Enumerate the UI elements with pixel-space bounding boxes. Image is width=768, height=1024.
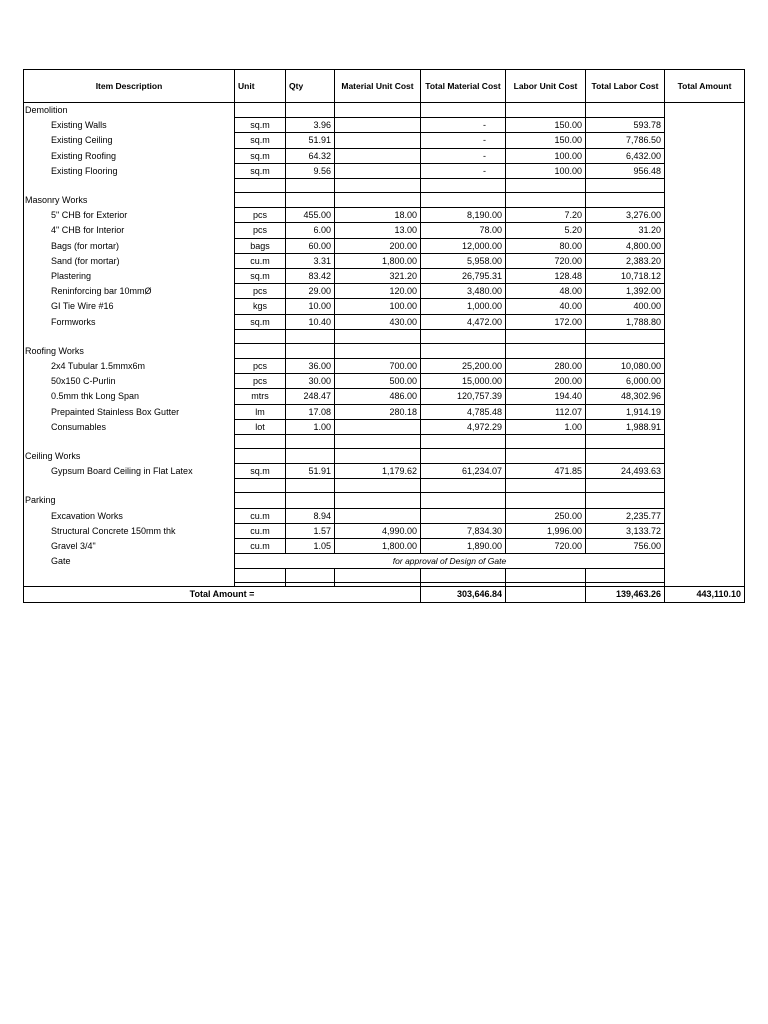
item-description: Gravel 3/4"	[24, 539, 235, 554]
item-material-unit-cost: 200.00	[335, 238, 421, 253]
item-qty: 3.96	[286, 118, 335, 133]
item-material-unit-cost: 120.00	[335, 284, 421, 299]
approval-note: for approval of Design of Gate	[235, 554, 665, 569]
item-unit: lm	[235, 404, 286, 419]
item-description: Reninforcing bar 10mmØ	[24, 284, 235, 299]
empty-cell	[235, 435, 286, 449]
table-row	[24, 284, 745, 299]
item-qty: 6.00	[286, 223, 335, 238]
table-row	[24, 523, 745, 538]
item-total-labor-cost: 48,302.96	[586, 389, 665, 404]
item-description: Sand (for mortar)	[24, 253, 235, 268]
item-total-material-cost: 61,234.07	[421, 464, 506, 479]
table-row	[24, 238, 745, 253]
empty-cell	[506, 329, 586, 343]
empty-cell	[506, 449, 586, 464]
empty-cell	[421, 329, 506, 343]
item-total-amount	[665, 464, 745, 479]
item-qty: 29.00	[286, 284, 335, 299]
item-total-amount	[665, 238, 745, 253]
item-labor-unit-cost: 471.85	[506, 464, 586, 479]
item-material-unit-cost	[335, 133, 421, 148]
table-row	[24, 299, 745, 314]
empty-cell	[506, 569, 586, 583]
header-unit: Unit	[235, 70, 286, 103]
empty-cell	[235, 479, 286, 493]
item-unit: cu.m	[235, 508, 286, 523]
item-material-unit-cost	[335, 148, 421, 163]
section-title: Ceiling Works	[24, 449, 235, 464]
empty-cell	[421, 103, 506, 118]
table-row-note	[24, 554, 745, 569]
item-total-material-cost: 1,890.00	[421, 539, 506, 554]
item-total-labor-cost: 7,786.50	[586, 133, 665, 148]
item-material-unit-cost: 280.18	[335, 404, 421, 419]
item-qty: 30.00	[286, 374, 335, 389]
empty-cell	[286, 435, 335, 449]
item-material-unit-cost: 1,800.00	[335, 539, 421, 554]
item-total-labor-cost: 956.48	[586, 163, 665, 178]
empty-cell	[286, 343, 335, 358]
item-labor-unit-cost: 150.00	[506, 118, 586, 133]
total-row	[24, 587, 745, 602]
empty-cell	[506, 587, 586, 602]
item-description: Consumables	[24, 419, 235, 434]
section-title: Demolition	[24, 103, 235, 118]
total-labor-cost: 139,463.26	[586, 587, 665, 602]
item-description: Existing Ceiling	[24, 133, 235, 148]
item-material-unit-cost: 486.00	[335, 389, 421, 404]
empty-cell	[665, 329, 745, 343]
empty-cell	[286, 103, 335, 118]
empty-cell	[235, 449, 286, 464]
table-row	[24, 464, 745, 479]
item-total-labor-cost: 31.20	[586, 223, 665, 238]
table-row	[24, 314, 745, 329]
item-total-labor-cost: 400.00	[586, 299, 665, 314]
item-unit: cu.m	[235, 539, 286, 554]
item-total-material-cost: -	[421, 133, 506, 148]
item-total-material-cost: -	[421, 163, 506, 178]
empty-cell	[421, 343, 506, 358]
header-total-material-cost: Total Material Cost	[421, 70, 506, 103]
table-row	[24, 419, 745, 434]
empty-cell	[235, 103, 286, 118]
item-total-material-cost: 15,000.00	[421, 374, 506, 389]
empty-cell	[665, 569, 745, 583]
item-labor-unit-cost: 112.07	[506, 404, 586, 419]
empty-cell	[235, 193, 286, 208]
table-row	[24, 269, 745, 284]
item-description: Gypsum Board Ceiling in Flat Latex	[24, 464, 235, 479]
empty-cell	[665, 103, 745, 118]
item-labor-unit-cost: 1,996.00	[506, 523, 586, 538]
item-total-amount	[665, 554, 745, 569]
item-unit: sq.m	[235, 163, 286, 178]
item-unit: pcs	[235, 374, 286, 389]
empty-cell	[286, 449, 335, 464]
empty-cell	[335, 329, 421, 343]
item-labor-unit-cost: 100.00	[506, 148, 586, 163]
empty-cell	[24, 569, 235, 583]
item-total-amount	[665, 314, 745, 329]
item-total-labor-cost: 3,276.00	[586, 208, 665, 223]
empty-cell	[506, 493, 586, 508]
item-qty: 51.91	[286, 464, 335, 479]
empty-cell	[665, 343, 745, 358]
item-total-amount	[665, 508, 745, 523]
item-description: 0.5mm thk Long Span	[24, 389, 235, 404]
empty-cell	[335, 449, 421, 464]
item-total-labor-cost: 1,788.80	[586, 314, 665, 329]
empty-cell	[586, 193, 665, 208]
item-unit: sq.m	[235, 464, 286, 479]
total-material-cost: 303,646.84	[421, 587, 506, 602]
header-item-description: Item Description	[24, 70, 235, 103]
empty-cell	[335, 435, 421, 449]
item-total-labor-cost: 2,383.20	[586, 253, 665, 268]
table-row	[24, 253, 745, 268]
item-total-amount	[665, 419, 745, 434]
item-unit: cu.m	[235, 523, 286, 538]
item-material-unit-cost: 4,990.00	[335, 523, 421, 538]
empty-cell	[506, 193, 586, 208]
item-qty: 10.00	[286, 299, 335, 314]
section-header-row	[24, 343, 745, 358]
item-labor-unit-cost: 5.20	[506, 223, 586, 238]
empty-cell	[506, 103, 586, 118]
total-amount-value: 443,110.10	[665, 587, 745, 602]
item-total-material-cost: -	[421, 118, 506, 133]
item-material-unit-cost: 321.20	[335, 269, 421, 284]
section-title: Roofing Works	[24, 343, 235, 358]
empty-cell	[235, 343, 286, 358]
item-total-material-cost: 4,472.00	[421, 314, 506, 329]
table-row	[24, 389, 745, 404]
empty-cell	[335, 103, 421, 118]
item-unit: pcs	[235, 284, 286, 299]
spacer-row	[24, 479, 745, 493]
item-description: Existing Roofing	[24, 148, 235, 163]
item-qty: 3.31	[286, 253, 335, 268]
section-title: Masonry Works	[24, 193, 235, 208]
item-total-labor-cost: 6,432.00	[586, 148, 665, 163]
table-row	[24, 223, 745, 238]
item-total-material-cost: 8,190.00	[421, 208, 506, 223]
empty-cell	[335, 179, 421, 193]
total-label: Total Amount =	[24, 587, 421, 602]
section-title: Parking	[24, 493, 235, 508]
item-labor-unit-cost: 194.40	[506, 389, 586, 404]
table-row	[24, 208, 745, 223]
empty-cell	[235, 329, 286, 343]
item-unit: sq.m	[235, 133, 286, 148]
item-unit: mtrs	[235, 389, 286, 404]
item-unit: sq.m	[235, 314, 286, 329]
empty-cell	[335, 493, 421, 508]
empty-cell	[421, 435, 506, 449]
item-unit: sq.m	[235, 269, 286, 284]
item-description: Existing Flooring	[24, 163, 235, 178]
section-header-row	[24, 449, 745, 464]
item-labor-unit-cost: 200.00	[506, 374, 586, 389]
item-total-amount	[665, 133, 745, 148]
item-total-amount	[665, 523, 745, 538]
item-total-material-cost: 12,000.00	[421, 238, 506, 253]
item-total-labor-cost: 2,235.77	[586, 508, 665, 523]
item-labor-unit-cost: 128.48	[506, 269, 586, 284]
item-total-amount	[665, 359, 745, 374]
item-qty: 9.56	[286, 163, 335, 178]
empty-cell	[235, 569, 286, 583]
item-total-material-cost: -	[421, 148, 506, 163]
table-row	[24, 118, 745, 133]
item-material-unit-cost: 1,179.62	[335, 464, 421, 479]
item-qty: 1.05	[286, 539, 335, 554]
item-qty: 83.42	[286, 269, 335, 284]
item-labor-unit-cost: 100.00	[506, 163, 586, 178]
item-qty: 36.00	[286, 359, 335, 374]
empty-cell	[665, 449, 745, 464]
empty-cell	[335, 343, 421, 358]
empty-cell	[506, 343, 586, 358]
item-qty: 17.08	[286, 404, 335, 419]
item-total-amount	[665, 253, 745, 268]
empty-cell	[421, 449, 506, 464]
empty-cell	[421, 479, 506, 493]
empty-cell	[421, 179, 506, 193]
item-description: Bags (for mortar)	[24, 238, 235, 253]
item-labor-unit-cost: 280.00	[506, 359, 586, 374]
item-total-material-cost: 120,757.39	[421, 389, 506, 404]
item-total-amount	[665, 269, 745, 284]
item-material-unit-cost: 13.00	[335, 223, 421, 238]
item-unit: cu.m	[235, 253, 286, 268]
item-qty: 248.47	[286, 389, 335, 404]
item-total-material-cost	[421, 508, 506, 523]
empty-cell	[586, 329, 665, 343]
item-total-amount	[665, 284, 745, 299]
item-total-material-cost: 4,785.48	[421, 404, 506, 419]
item-total-labor-cost: 4,800.00	[586, 238, 665, 253]
item-total-labor-cost: 10,080.00	[586, 359, 665, 374]
item-total-amount	[665, 299, 745, 314]
empty-cell	[335, 193, 421, 208]
empty-cell	[586, 435, 665, 449]
header-qty: Qty	[286, 70, 335, 103]
item-total-material-cost: 1,000.00	[421, 299, 506, 314]
item-material-unit-cost	[335, 163, 421, 178]
header-total-amount: Total Amount	[665, 70, 745, 103]
item-total-amount	[665, 163, 745, 178]
empty-cell	[665, 179, 745, 193]
table-row	[24, 374, 745, 389]
item-description: GI Tie Wire #16	[24, 299, 235, 314]
item-material-unit-cost	[335, 118, 421, 133]
item-qty: 64.32	[286, 148, 335, 163]
item-description: Prepainted Stainless Box Gutter	[24, 404, 235, 419]
empty-cell	[286, 329, 335, 343]
empty-cell	[665, 479, 745, 493]
item-material-unit-cost: 430.00	[335, 314, 421, 329]
item-qty: 51.91	[286, 133, 335, 148]
item-description: Structural Concrete 150mm thk	[24, 523, 235, 538]
section-header-row	[24, 103, 745, 118]
item-qty: 60.00	[286, 238, 335, 253]
empty-cell	[506, 179, 586, 193]
item-description: 50x150 C-Purlin	[24, 374, 235, 389]
item-material-unit-cost: 700.00	[335, 359, 421, 374]
item-total-material-cost: 7,834.30	[421, 523, 506, 538]
item-description: Plastering	[24, 269, 235, 284]
item-description: Existing Walls	[24, 118, 235, 133]
item-qty: 1.57	[286, 523, 335, 538]
table-row	[24, 133, 745, 148]
item-description: 5" CHB for Exterior	[24, 208, 235, 223]
empty-cell	[665, 493, 745, 508]
item-description: Formworks	[24, 314, 235, 329]
spacer-row	[24, 179, 745, 193]
empty-cell	[235, 179, 286, 193]
table-row	[24, 508, 745, 523]
item-labor-unit-cost: 172.00	[506, 314, 586, 329]
item-total-amount	[665, 148, 745, 163]
empty-cell	[286, 479, 335, 493]
item-total-labor-cost: 593.78	[586, 118, 665, 133]
section-header-row	[24, 493, 745, 508]
empty-cell	[286, 179, 335, 193]
item-labor-unit-cost: 1.00	[506, 419, 586, 434]
item-labor-unit-cost: 250.00	[506, 508, 586, 523]
empty-cell	[506, 435, 586, 449]
item-material-unit-cost: 100.00	[335, 299, 421, 314]
item-total-labor-cost: 10,718.12	[586, 269, 665, 284]
item-total-labor-cost: 1,988.91	[586, 419, 665, 434]
item-total-amount	[665, 223, 745, 238]
item-total-labor-cost: 6,000.00	[586, 374, 665, 389]
spacer-row	[24, 329, 745, 343]
cost-estimate-table	[23, 69, 745, 603]
empty-cell	[586, 479, 665, 493]
item-description: Excavation Works	[24, 508, 235, 523]
item-material-unit-cost: 500.00	[335, 374, 421, 389]
header-labor-unit-cost: Labor Unit Cost	[506, 70, 586, 103]
empty-cell	[286, 193, 335, 208]
item-qty: 8.94	[286, 508, 335, 523]
item-labor-unit-cost: 7.20	[506, 208, 586, 223]
item-total-labor-cost: 1,914.19	[586, 404, 665, 419]
item-description: 2x4 Tubular 1.5mmx6m	[24, 359, 235, 374]
empty-cell	[24, 329, 235, 343]
item-description: Gate	[24, 554, 235, 569]
table-row	[24, 539, 745, 554]
item-qty: 1.00	[286, 419, 335, 434]
empty-cell	[235, 493, 286, 508]
item-description: 4" CHB for Interior	[24, 223, 235, 238]
table-row	[24, 359, 745, 374]
header-material-unit-cost: Material Unit Cost	[335, 70, 421, 103]
item-total-material-cost: 25,200.00	[421, 359, 506, 374]
item-total-amount	[665, 389, 745, 404]
empty-cell	[421, 493, 506, 508]
item-total-labor-cost: 24,493.63	[586, 464, 665, 479]
item-unit: lot	[235, 419, 286, 434]
item-unit: pcs	[235, 359, 286, 374]
table-row	[24, 148, 745, 163]
item-labor-unit-cost: 150.00	[506, 133, 586, 148]
table-row	[24, 163, 745, 178]
item-total-labor-cost: 1,392.00	[586, 284, 665, 299]
empty-cell	[335, 569, 421, 583]
item-unit: sq.m	[235, 148, 286, 163]
section-header-row	[24, 193, 745, 208]
empty-cell	[286, 493, 335, 508]
item-labor-unit-cost: 720.00	[506, 253, 586, 268]
empty-cell	[586, 449, 665, 464]
item-total-labor-cost: 756.00	[586, 539, 665, 554]
empty-cell	[24, 179, 235, 193]
item-unit: bags	[235, 238, 286, 253]
item-qty: 10.40	[286, 314, 335, 329]
item-total-material-cost: 78.00	[421, 223, 506, 238]
empty-cell	[421, 569, 506, 583]
empty-cell	[665, 193, 745, 208]
item-total-amount	[665, 539, 745, 554]
item-total-material-cost: 5,958.00	[421, 253, 506, 268]
item-total-amount	[665, 208, 745, 223]
empty-cell	[286, 569, 335, 583]
empty-cell	[24, 479, 235, 493]
spacer-row	[24, 569, 745, 583]
item-total-material-cost: 3,480.00	[421, 284, 506, 299]
item-total-material-cost: 4,972.29	[421, 419, 506, 434]
item-total-amount	[665, 118, 745, 133]
item-labor-unit-cost: 48.00	[506, 284, 586, 299]
item-labor-unit-cost: 80.00	[506, 238, 586, 253]
item-total-amount	[665, 404, 745, 419]
item-unit: kgs	[235, 299, 286, 314]
table-row	[24, 404, 745, 419]
item-total-material-cost: 26,795.31	[421, 269, 506, 284]
empty-cell	[24, 435, 235, 449]
header-row	[24, 70, 745, 103]
item-material-unit-cost: 18.00	[335, 208, 421, 223]
empty-cell	[586, 569, 665, 583]
item-labor-unit-cost: 720.00	[506, 539, 586, 554]
item-total-amount	[665, 374, 745, 389]
empty-cell	[586, 179, 665, 193]
spacer-row	[24, 435, 745, 449]
item-unit: pcs	[235, 208, 286, 223]
item-material-unit-cost: 1,800.00	[335, 253, 421, 268]
empty-cell	[335, 479, 421, 493]
empty-cell	[506, 479, 586, 493]
item-unit: pcs	[235, 223, 286, 238]
empty-cell	[586, 103, 665, 118]
empty-cell	[665, 435, 745, 449]
item-total-labor-cost: 3,133.72	[586, 523, 665, 538]
item-labor-unit-cost: 40.00	[506, 299, 586, 314]
header-total-labor-cost: Total Labor Cost	[586, 70, 665, 103]
item-qty: 455.00	[286, 208, 335, 223]
empty-cell	[586, 343, 665, 358]
item-material-unit-cost	[335, 419, 421, 434]
empty-cell	[586, 493, 665, 508]
item-material-unit-cost	[335, 508, 421, 523]
empty-cell	[421, 193, 506, 208]
item-unit: sq.m	[235, 118, 286, 133]
